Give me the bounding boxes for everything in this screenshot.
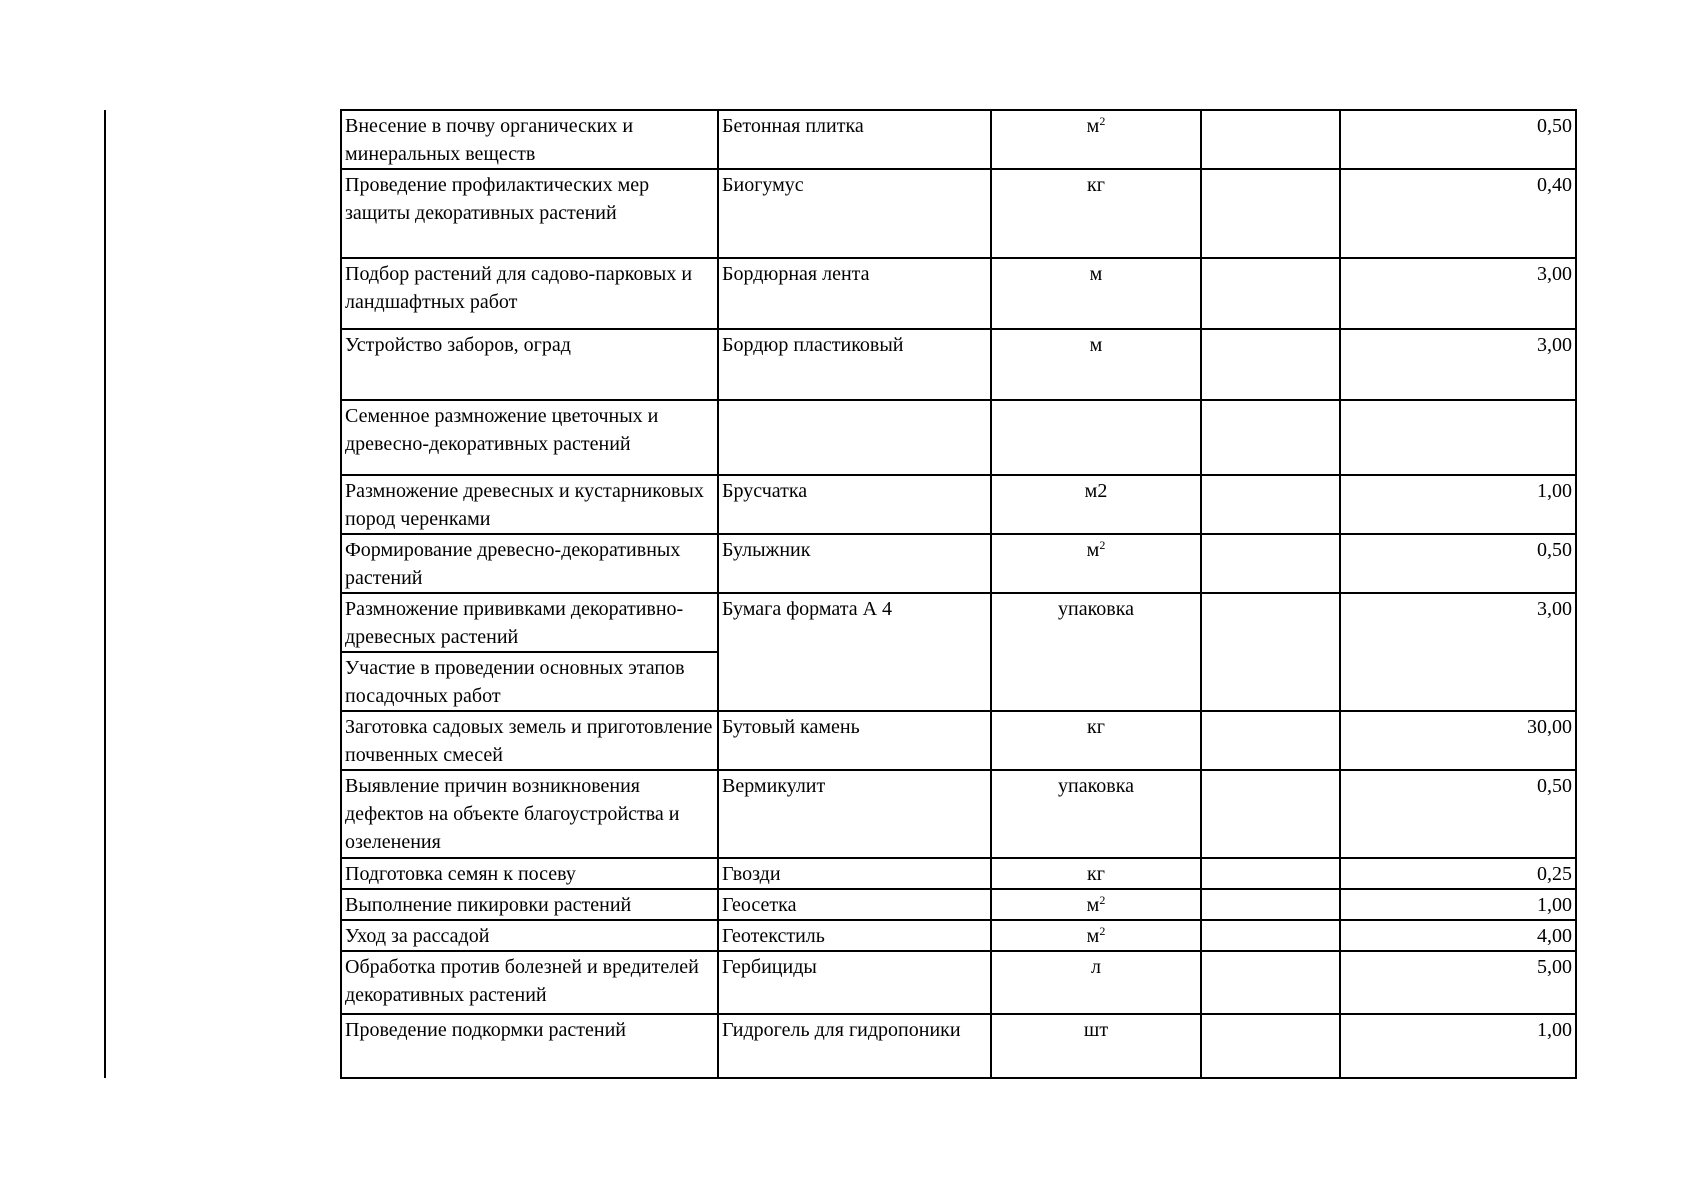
work-cell: Выявление причин возникновения дефектов на объекте благоустройства и озеленения [341,770,718,858]
material-cell: Бордюрная лента [718,258,991,329]
work-cell: Заготовка садовых земель и приготовление почвенных смесей [341,711,718,770]
quantity-cell: 3,00 [1340,329,1576,400]
quantity-cell: 3,00 [1340,593,1576,711]
unit-cell: упаковка [991,593,1201,711]
table-row [341,711,1576,770]
quantity-cell: 0,50 [1340,770,1576,858]
work-cell: Участие в проведении основных этапов посадочных работ [341,652,718,711]
material-cell: Бутовый камень [718,711,991,770]
table-row [341,110,1576,169]
material-cell: Гербициды [718,951,991,1014]
material-cell [718,400,991,475]
work-cell: Размножение древесных и кустарниковых пород черенками [341,475,718,534]
material-cell: Гидрогель для гидропоники [718,1014,991,1078]
empty-cell [1201,711,1340,770]
empty-cell [1201,258,1340,329]
empty-cell [1201,593,1340,711]
unit-cell: м2 [991,475,1201,534]
material-cell: Бордюр пластиковый [718,329,991,400]
quantity-cell: 0,50 [1340,534,1576,593]
quantity-cell: 0,25 [1340,858,1576,889]
unit-cell: $м^2$ [991,534,1201,593]
quantity-cell: 1,00 [1340,1014,1576,1078]
table-row [341,920,1576,951]
table-row [341,169,1576,258]
empty-cell [1201,329,1340,400]
material-cell: Брусчатка [718,475,991,534]
table-row [341,475,1576,534]
work-cell: Семенное размножение цветочных и древесно-декоративных растений [341,400,718,475]
material-cell: Булыжник [718,534,991,593]
unit-cell: $м^2$ [991,920,1201,951]
empty-cell [1201,1014,1340,1078]
empty-cell [1201,889,1340,920]
quantity-cell [1340,400,1576,475]
table-row [341,534,1576,593]
unit-cell: кг [991,858,1201,889]
page-margin-line [104,110,106,1078]
unit-cell [991,400,1201,475]
material-cell: Биогумус [718,169,991,258]
empty-cell [1201,475,1340,534]
material-cell: Бетонная плитка [718,110,991,169]
table-row [341,1014,1576,1078]
unit-cell: шт [991,1014,1201,1078]
work-cell: Выполнение пикировки растений [341,889,718,920]
work-cell: Проведение профилактических мер защиты декоративных растений [341,169,718,258]
material-cell: Геотекстиль [718,920,991,951]
unit-cell: упаковка [991,770,1201,858]
unit-cell: $м^2$ [991,110,1201,169]
quantity-cell: 0,50 [1340,110,1576,169]
unit-cell: кг [991,169,1201,258]
work-cell: Проведение подкормки растений [341,1014,718,1078]
work-cell: Формирование древесно-декоративных растений [341,534,718,593]
materials-table [340,109,1577,1079]
table-row [341,951,1576,1014]
unit-cell: кг [991,711,1201,770]
work-cell: Размножение прививками декоративно- древесных растений [341,593,718,652]
work-cell: Уход за рассадой [341,920,718,951]
quantity-cell: 1,00 [1340,889,1576,920]
work-cell: Подготовка семян к посеву [341,858,718,889]
table-row [341,889,1576,920]
quantity-cell: 30,00 [1340,711,1576,770]
material-cell: Бумага формата А 4 [718,593,991,711]
work-cell: Устройство заборов, оград [341,329,718,400]
material-cell: Гвозди [718,858,991,889]
material-cell: Геосетка [718,889,991,920]
empty-cell [1201,169,1340,258]
empty-cell [1201,951,1340,1014]
quantity-cell: 3,00 [1340,258,1576,329]
table-row [341,593,1576,652]
empty-cell [1201,858,1340,889]
material-cell: Вермикулит [718,770,991,858]
work-cell: Внесение в почву органических и минеральных веществ [341,110,718,169]
table-row [341,329,1576,400]
unit-cell: л [991,951,1201,1014]
unit-cell: $м^2$ [991,889,1201,920]
work-cell: Обработка против болезней и вредителей декоративных растений [341,951,718,1014]
table-row [341,858,1576,889]
quantity-cell: 4,00 [1340,920,1576,951]
quantity-cell: 5,00 [1340,951,1576,1014]
empty-cell [1201,110,1340,169]
table-row [341,770,1576,858]
empty-cell [1201,534,1340,593]
empty-cell [1201,400,1340,475]
unit-cell: м [991,258,1201,329]
table-row [341,400,1576,475]
unit-cell: м [991,329,1201,400]
work-cell: Подбор растений для садово-парковых и ландшафтных работ [341,258,718,329]
quantity-cell: 0,40 [1340,169,1576,258]
empty-cell [1201,770,1340,858]
quantity-cell: 1,00 [1340,475,1576,534]
empty-cell [1201,920,1340,951]
table-row [341,258,1576,329]
